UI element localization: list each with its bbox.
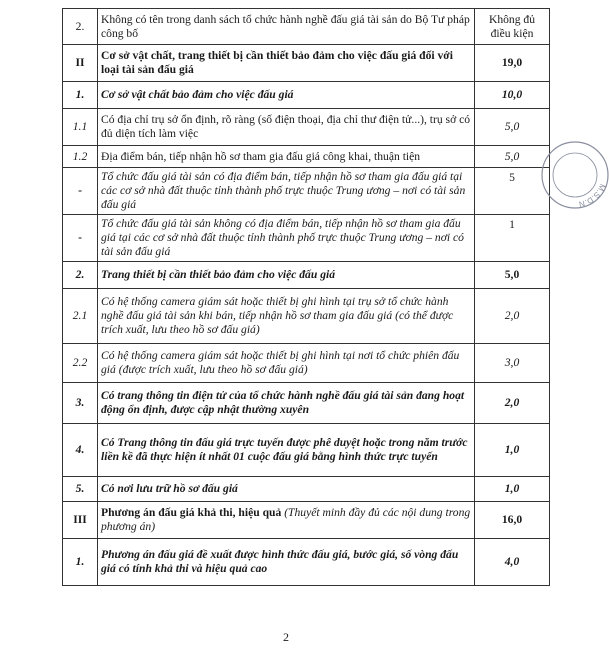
row-number: 4.	[63, 424, 98, 477]
row-number: 1.2	[63, 146, 98, 168]
row-score: 16,0	[475, 502, 550, 539]
row-score: Không đủ điều kiện	[475, 9, 550, 45]
row-description: Có hệ thống camera giám sát hoặc thiết bị ghi hình tại nơi tổ chức phiên đấu giá (được trích xuất, lưu theo hồ sơ đấu giá)	[98, 344, 475, 383]
criteria-table	[62, 8, 550, 586]
row-description: Có hệ thống camera giám sát hoặc thiết bị ghi hình tại trụ sở tổ chức hành nghề đấu giá tài sản khi bán, tiếp nhận hồ sơ tham gia đấu giá (có thể được trích xuất, lưu theo hồ sơ đấu giá)	[98, 289, 475, 344]
row-description: Địa điểm bán, tiếp nhận hồ sơ tham gia đấu giá công khai, thuận tiện	[98, 146, 475, 168]
row-number: 1.1	[63, 109, 98, 146]
row-score: 5,0	[475, 146, 550, 168]
table-row	[63, 45, 550, 82]
row-description: Có trang thông tin điện tử của tổ chức hành nghề đấu giá tài sản đang hoạt động ổn định, được cập nhật thường xuyên	[98, 383, 475, 424]
row-description: Tổ chức đấu giá tài sản có địa điểm bán, tiếp nhận hồ sơ tham gia đấu giá tại các cơ sở nhà đất thuộc tỉnh thành phố trực thuộc Trung ương – nơi có tài sản đấu giá	[98, 168, 475, 215]
row-description: Có nơi lưu trữ hồ sơ đấu giá	[98, 477, 475, 502]
seal-text-path: M.S.D.N	[577, 182, 608, 209]
row-number: 2.1	[63, 289, 98, 344]
row-description: Phương án đấu giá đề xuất được hình thức đấu giá, bước giá, số vòng đấu giá có tính khả thi và hiệu quả cao	[98, 539, 475, 586]
row-score: 1	[475, 215, 550, 262]
row-number: 1.	[63, 539, 98, 586]
row-score: 3,0	[475, 344, 550, 383]
row-description-title: Phương án đấu giá khả thi, hiệu quả	[101, 506, 282, 519]
table-row	[63, 289, 550, 344]
row-number: 2.	[63, 262, 98, 289]
row-description: Cơ sở vật chất, trang thiết bị cần thiết bảo đảm cho việc đấu giá đối với loại tài sản đấu giá	[98, 45, 475, 82]
seal-stamp	[540, 140, 610, 210]
table-row	[63, 215, 550, 262]
row-number: -	[63, 168, 98, 215]
table-row	[63, 168, 550, 215]
table-row	[63, 424, 550, 477]
table-row	[63, 477, 550, 502]
row-description: Tổ chức đấu giá tài sản không có địa điểm bán, tiếp nhận hồ sơ tham gia đấu giá tại các cơ sở nhà đất thuộc tỉnh thành phố trực thuộc Trung ương – nơi có tài sản đấu giá	[98, 215, 475, 262]
row-score: 1,0	[475, 477, 550, 502]
row-description: Không có tên trong danh sách tổ chức hành nghề đấu giá tài sản do Bộ Tư pháp công bố	[98, 9, 475, 45]
row-number: 2.	[63, 9, 98, 45]
row-number: 2.2	[63, 344, 98, 383]
row-description: Trang thiết bị cần thiết bảo đảm cho việc đấu giá	[98, 262, 475, 289]
row-score: 2,0	[475, 383, 550, 424]
row-number: -	[63, 215, 98, 262]
row-score: 5	[475, 168, 550, 215]
row-number: II	[63, 45, 98, 82]
row-description: Có Trang thông tin đấu giá trực tuyến được phê duyệt hoặc trong năm trước liền kề đã thực hiện ít nhất 01 cuộc đấu giá bằng hình thức trực tuyến	[98, 424, 475, 477]
table-row	[63, 146, 550, 168]
table-row	[63, 9, 550, 45]
row-score: 19,0	[475, 45, 550, 82]
row-number: 3.	[63, 383, 98, 424]
row-number: 5.	[63, 477, 98, 502]
row-score: 5,0	[475, 262, 550, 289]
row-description: Cơ sở vật chất bảo đảm cho việc đấu giá	[98, 82, 475, 109]
table-row	[63, 539, 550, 586]
table-row	[63, 82, 550, 109]
table-row	[63, 262, 550, 289]
row-description: Có địa chỉ trụ sở ổn định, rõ ràng (số điện thoại, địa chỉ thư điện tử...), trụ sở có đủ diện tích làm việc	[98, 109, 475, 146]
table-row	[63, 109, 550, 146]
row-score: 10,0	[475, 82, 550, 109]
row-score: 2,0	[475, 289, 550, 344]
row-score: 5,0	[475, 109, 550, 146]
table-row	[63, 383, 550, 424]
row-description-note: (Thuyết minh đầy đủ các nội dung trong phương án)	[101, 506, 471, 533]
table-row	[63, 344, 550, 383]
table-row	[63, 502, 550, 539]
seal-inner-ring	[553, 153, 597, 197]
page-number: 2	[283, 630, 289, 644]
row-score: 1,0	[475, 424, 550, 477]
row-description	[98, 502, 475, 539]
row-score: 4,0	[475, 539, 550, 586]
row-number: III	[63, 502, 98, 539]
row-number: 1.	[63, 82, 98, 109]
